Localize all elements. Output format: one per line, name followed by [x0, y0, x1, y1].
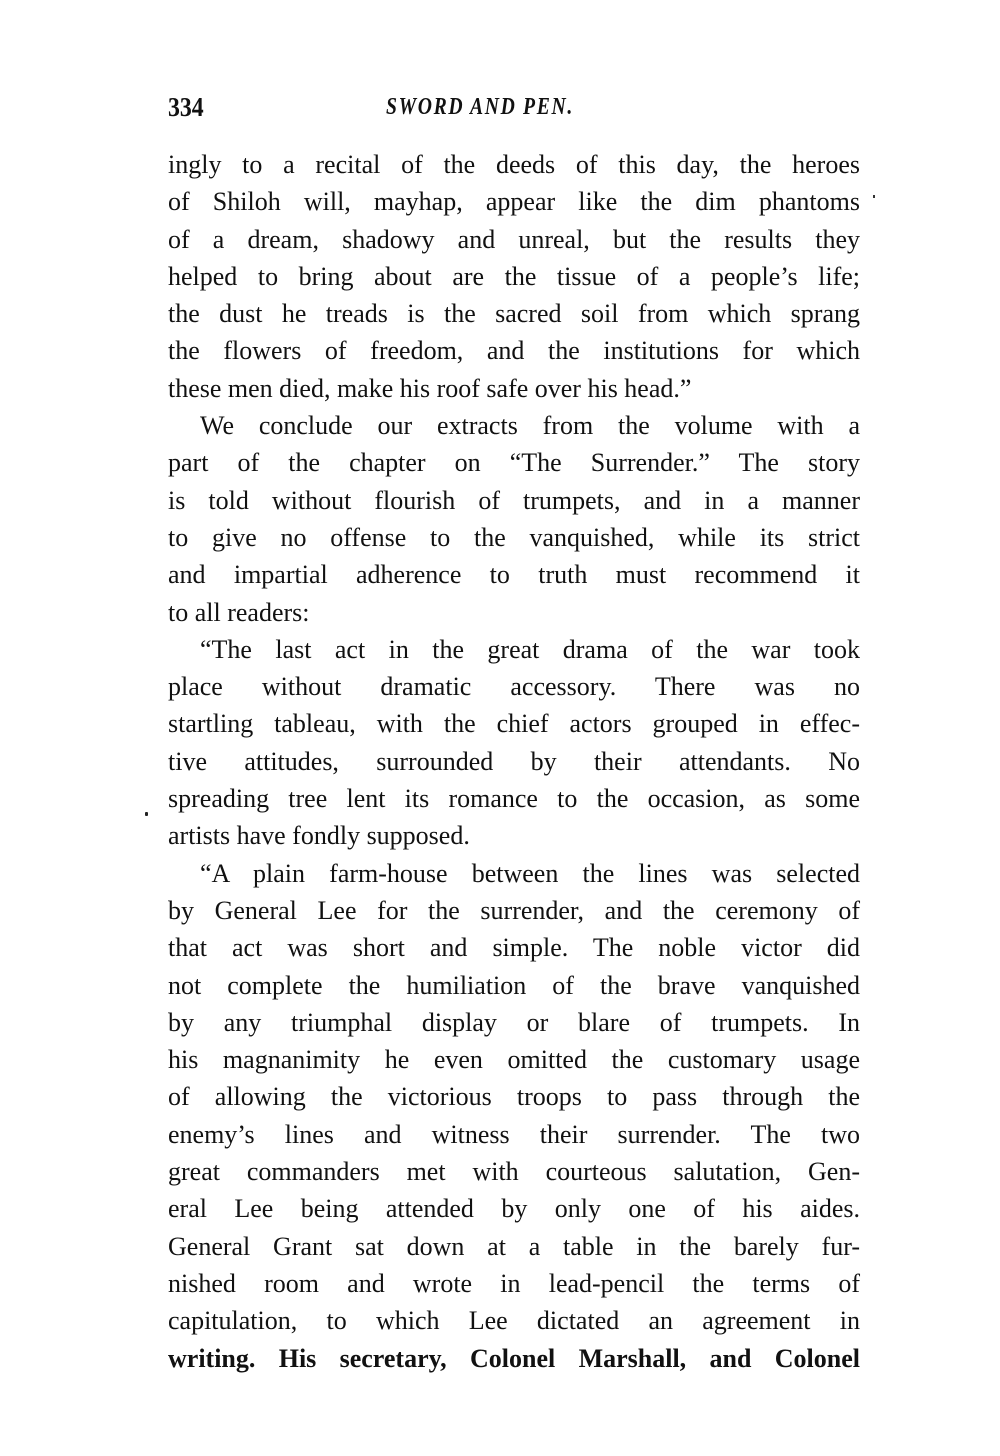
margin-speck [873, 195, 875, 198]
text-line: these men died, make his roof safe over his head.” [168, 373, 692, 403]
text-line: of Shiloh will, mayhap, appear like the dim phantoms [168, 187, 860, 217]
page-number: 334 [168, 92, 204, 122]
text-line: “A plain farm-house between the lines was selected [200, 858, 860, 888]
text-line: by General Lee for the surrender, and the ceremony of [168, 895, 860, 925]
text-line: of allowing the victorious troops to pass through the [168, 1082, 860, 1112]
text-line: startling tableau, with the chief actors grouped in effec- [168, 709, 860, 739]
paragraph-continuation [168, 146, 860, 407]
text-line: that act was short and simple. The noble victor did [168, 933, 860, 963]
text-line: ingly to a recital of the deeds of this day, the heroes [168, 150, 860, 179]
text-line: nished room and wrote in lead-pencil the terms of [168, 1268, 860, 1298]
text-line: helped to bring about are the tissue of a people’s life; [168, 261, 860, 291]
text-line: is told without flourish of trumpets, and in a manner [168, 485, 860, 515]
text-line: the dust he treads is the sacred soil from which sprang [168, 299, 860, 329]
text-line: the flowers of freedom, and the institutions for which [168, 336, 860, 366]
text-line: and impartial adherence to truth must recommend it [168, 560, 860, 590]
text-line: “The last act in the great drama of the war took [200, 634, 860, 664]
text-line: his magnanimity he even omitted the customary usage [168, 1045, 860, 1075]
text-line: tive attitudes, surrounded by their attendants. No [168, 746, 860, 776]
text-line: place without dramatic accessory. There was no [168, 672, 860, 702]
text-line: to give no offense to the vanquished, while its strict [168, 522, 860, 552]
paragraph-quote-2 [168, 855, 860, 1377]
text-line: part of the chapter on “The Surrender.” The story [168, 448, 860, 478]
text-line: not complete the humiliation of the brave vanquished [168, 970, 860, 1000]
text-line: capitulation, to which Lee dictated an agreement in [168, 1306, 860, 1336]
paragraph-intro [168, 407, 860, 631]
paragraph-quote-1 [168, 631, 860, 855]
text-line: enemy’s lines and witness their surrender. The two [168, 1119, 860, 1149]
running-head [168, 92, 858, 128]
text-line: to all readers: [168, 597, 310, 627]
text-line: General Grant sat down at a table in the barely fur- [168, 1231, 860, 1261]
text-line: of a dream, shadowy and unreal, but the results they [168, 224, 860, 254]
running-title: SWORD AND PEN. [386, 94, 574, 120]
text-line: writing. His secretary, Colonel Marshall, and Colonel [168, 1343, 860, 1373]
text-line: great commanders met with courteous salutation, Gen- [168, 1157, 860, 1187]
text-line: eral Lee being attended by only one of his aides. [168, 1194, 860, 1224]
text-line: We conclude our extracts from the volume with a [200, 411, 860, 441]
text-line: by any triumphal display or blare of trumpets. In [168, 1007, 860, 1037]
body-text [168, 146, 860, 1377]
text-line: artists have fondly supposed. [168, 821, 470, 851]
text-line: spreading tree lent its romance to the occasion, as some [168, 784, 860, 814]
margin-speck [145, 812, 148, 816]
